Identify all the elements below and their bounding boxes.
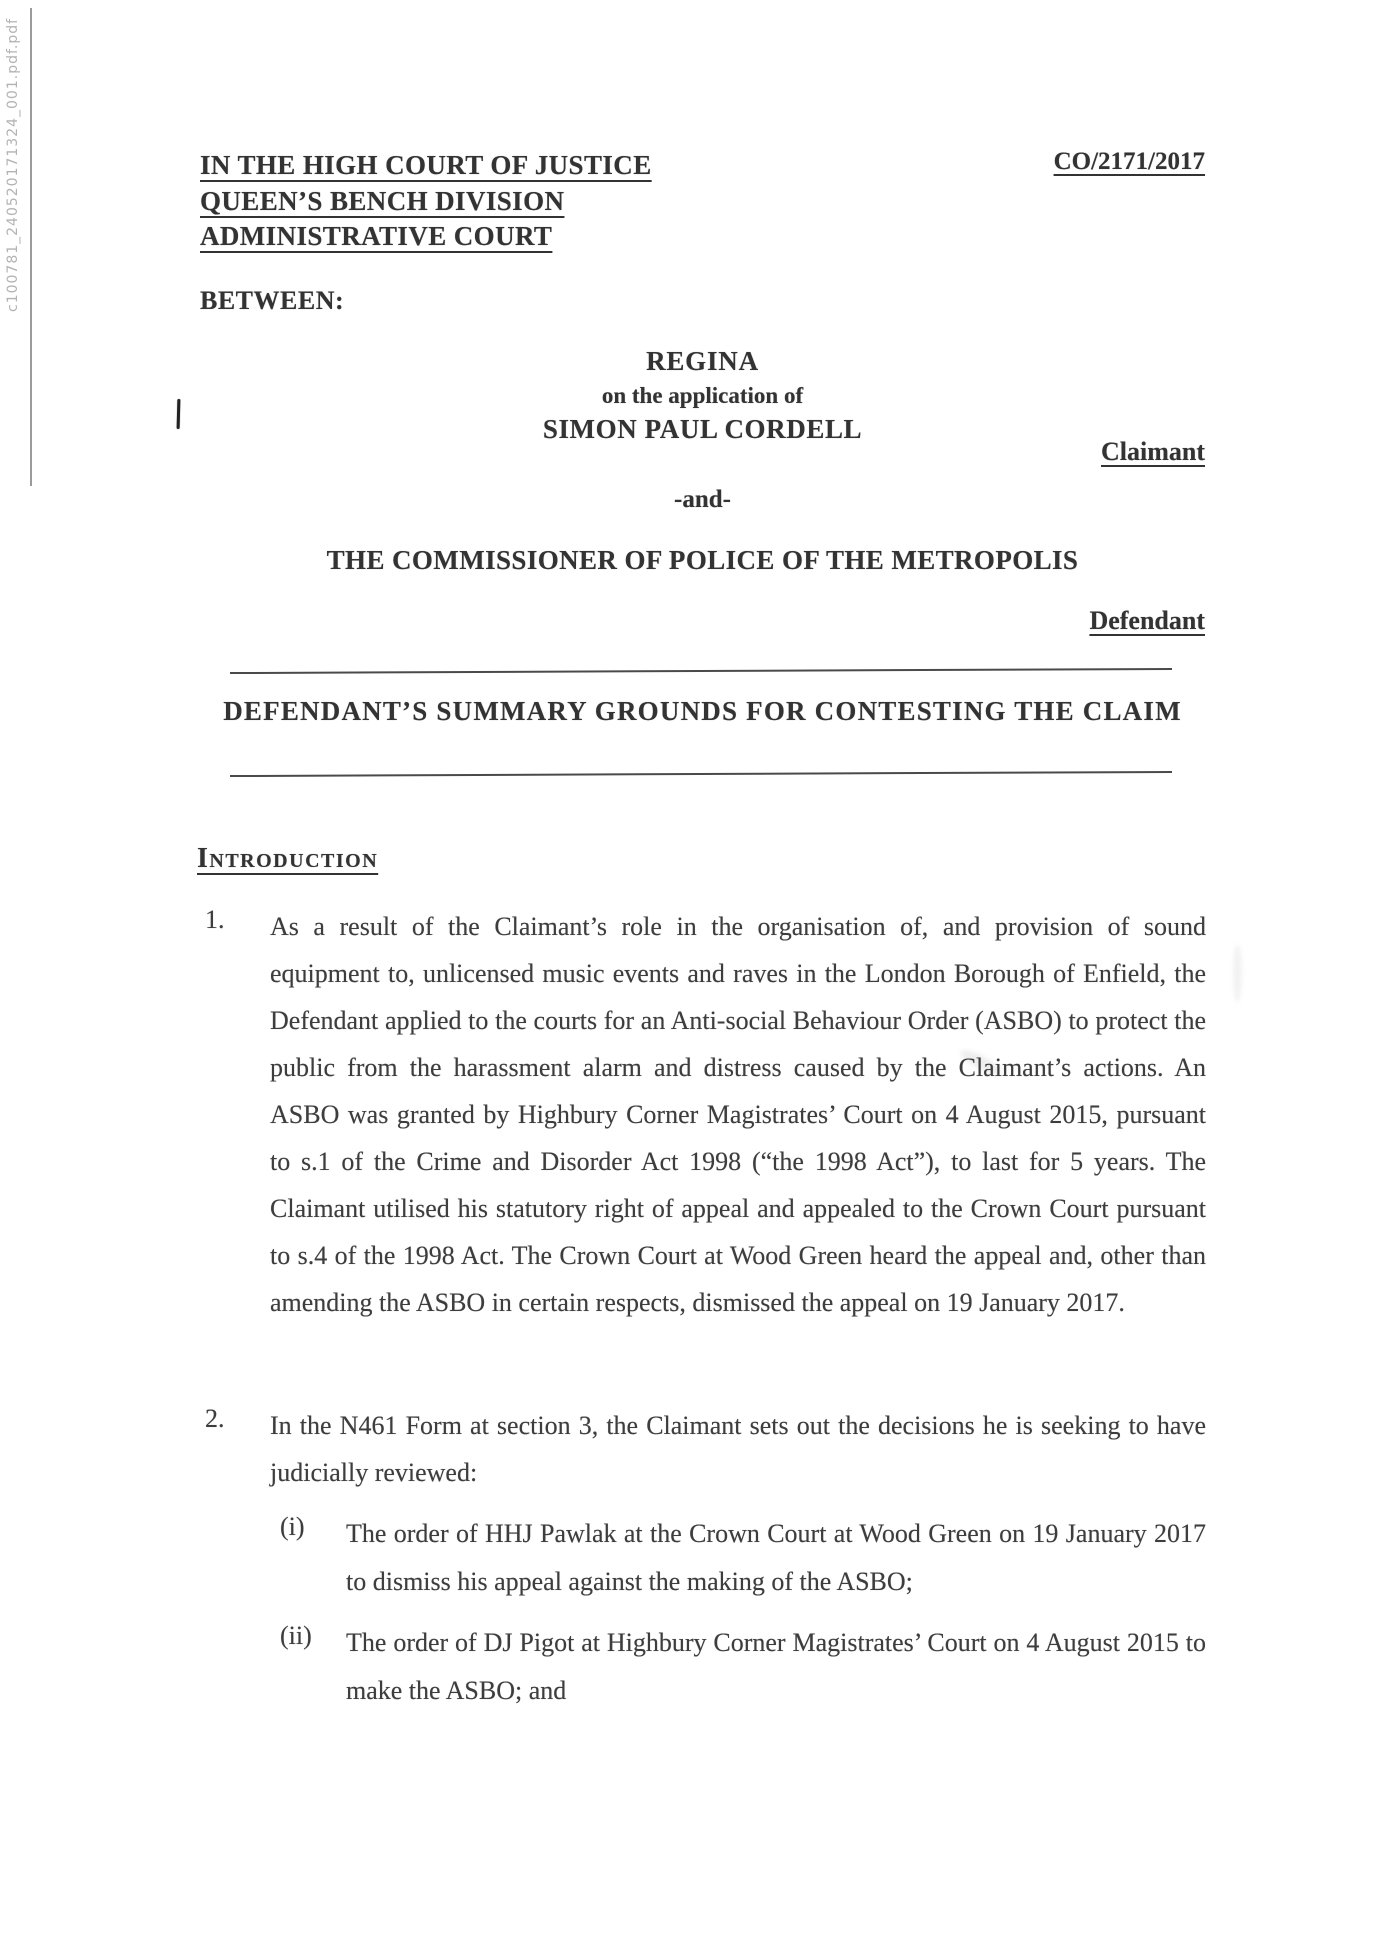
- applicant-title: REGINA: [646, 346, 759, 376]
- defendant-label: Defendant: [1089, 606, 1205, 635]
- court-name-line-2: QUEEN’S BENCH DIVISION: [200, 186, 565, 216]
- list-item-marker: (ii): [280, 1621, 312, 1650]
- scan-edge-line: [30, 8, 32, 486]
- and-separator: -and-: [674, 486, 731, 513]
- paragraph-number: 2.: [205, 1404, 225, 1433]
- paragraph-text: In the N461 Form at section 3, the Claimant sets out the decisions he is seeking to have judicially reviewed:: [270, 1411, 1206, 1487]
- paragraph-number: 1.: [205, 905, 225, 934]
- applicant-name: SIMON PAUL CORDELL: [542, 414, 863, 444]
- paragraph-text: As a result of the Claimant’s role in the organisation of, and provision of sound equipment to, unlicensed music events and raves in the London Borough of Enfield, the Defendant applied to the courts for an Anti-social Behaviour Order (ASBO) to protect the public from the harassment alarm and distress caused by the Claimant’s actions. An ASBO was granted by Highbury Corner Magistrates’ Court on 4 August 2015, pursuant to s.1 of the Crime and Disorder Act 1998 (“the 1998 Act”), to last for 5 years. The Claimant utilised his statutory right of appeal and appealed to the Crown Court pursuant to s.4 of the 1998 Act. The Crown Court at Wood Green heard the appeal and, other than amending the ASBO in certain respects, dismissed the appeal on 19 January 2017.: [270, 912, 1206, 1317]
- section-heading-introduction: Introduction: [197, 843, 379, 874]
- pen-tick-mark: [177, 399, 181, 429]
- claimant-label: Claimant: [1101, 437, 1205, 466]
- list-item-text: The order of HHJ Pawlak at the Crown Court at Wood Green on 19 January 2017 to dismiss his appeal against the making of the ASBO;: [346, 1519, 1206, 1596]
- applicant-subtitle: on the application of: [601, 383, 804, 408]
- defendant-name: THE COMMISSIONER OF POLICE OF THE METROPOLIS: [326, 545, 1079, 575]
- case-number: CO/2171/2017: [1053, 148, 1205, 175]
- between-label: BETWEEN:: [200, 286, 345, 315]
- scan-smudge: [1233, 944, 1242, 1002]
- court-name-line-1: IN THE HIGH COURT OF JUSTICE: [200, 150, 652, 180]
- court-name-line-3: ADMINISTRATIVE COURT: [200, 221, 553, 251]
- document-title: DEFENDANT’S SUMMARY GROUNDS FOR CONTESTING THE CLAIM: [223, 696, 1182, 726]
- list-item-marker: (i): [280, 1512, 305, 1541]
- title-rule-bottom: [230, 771, 1172, 777]
- scan-filename-label: c100781_240520171324_001.pdf.pdf: [5, 17, 21, 312]
- title-rule-top: [230, 668, 1172, 674]
- list-item-text: The order of DJ Pigot at Highbury Corner Magistrates’ Court on 4 August 2015 to make the ASBO; and: [346, 1628, 1206, 1705]
